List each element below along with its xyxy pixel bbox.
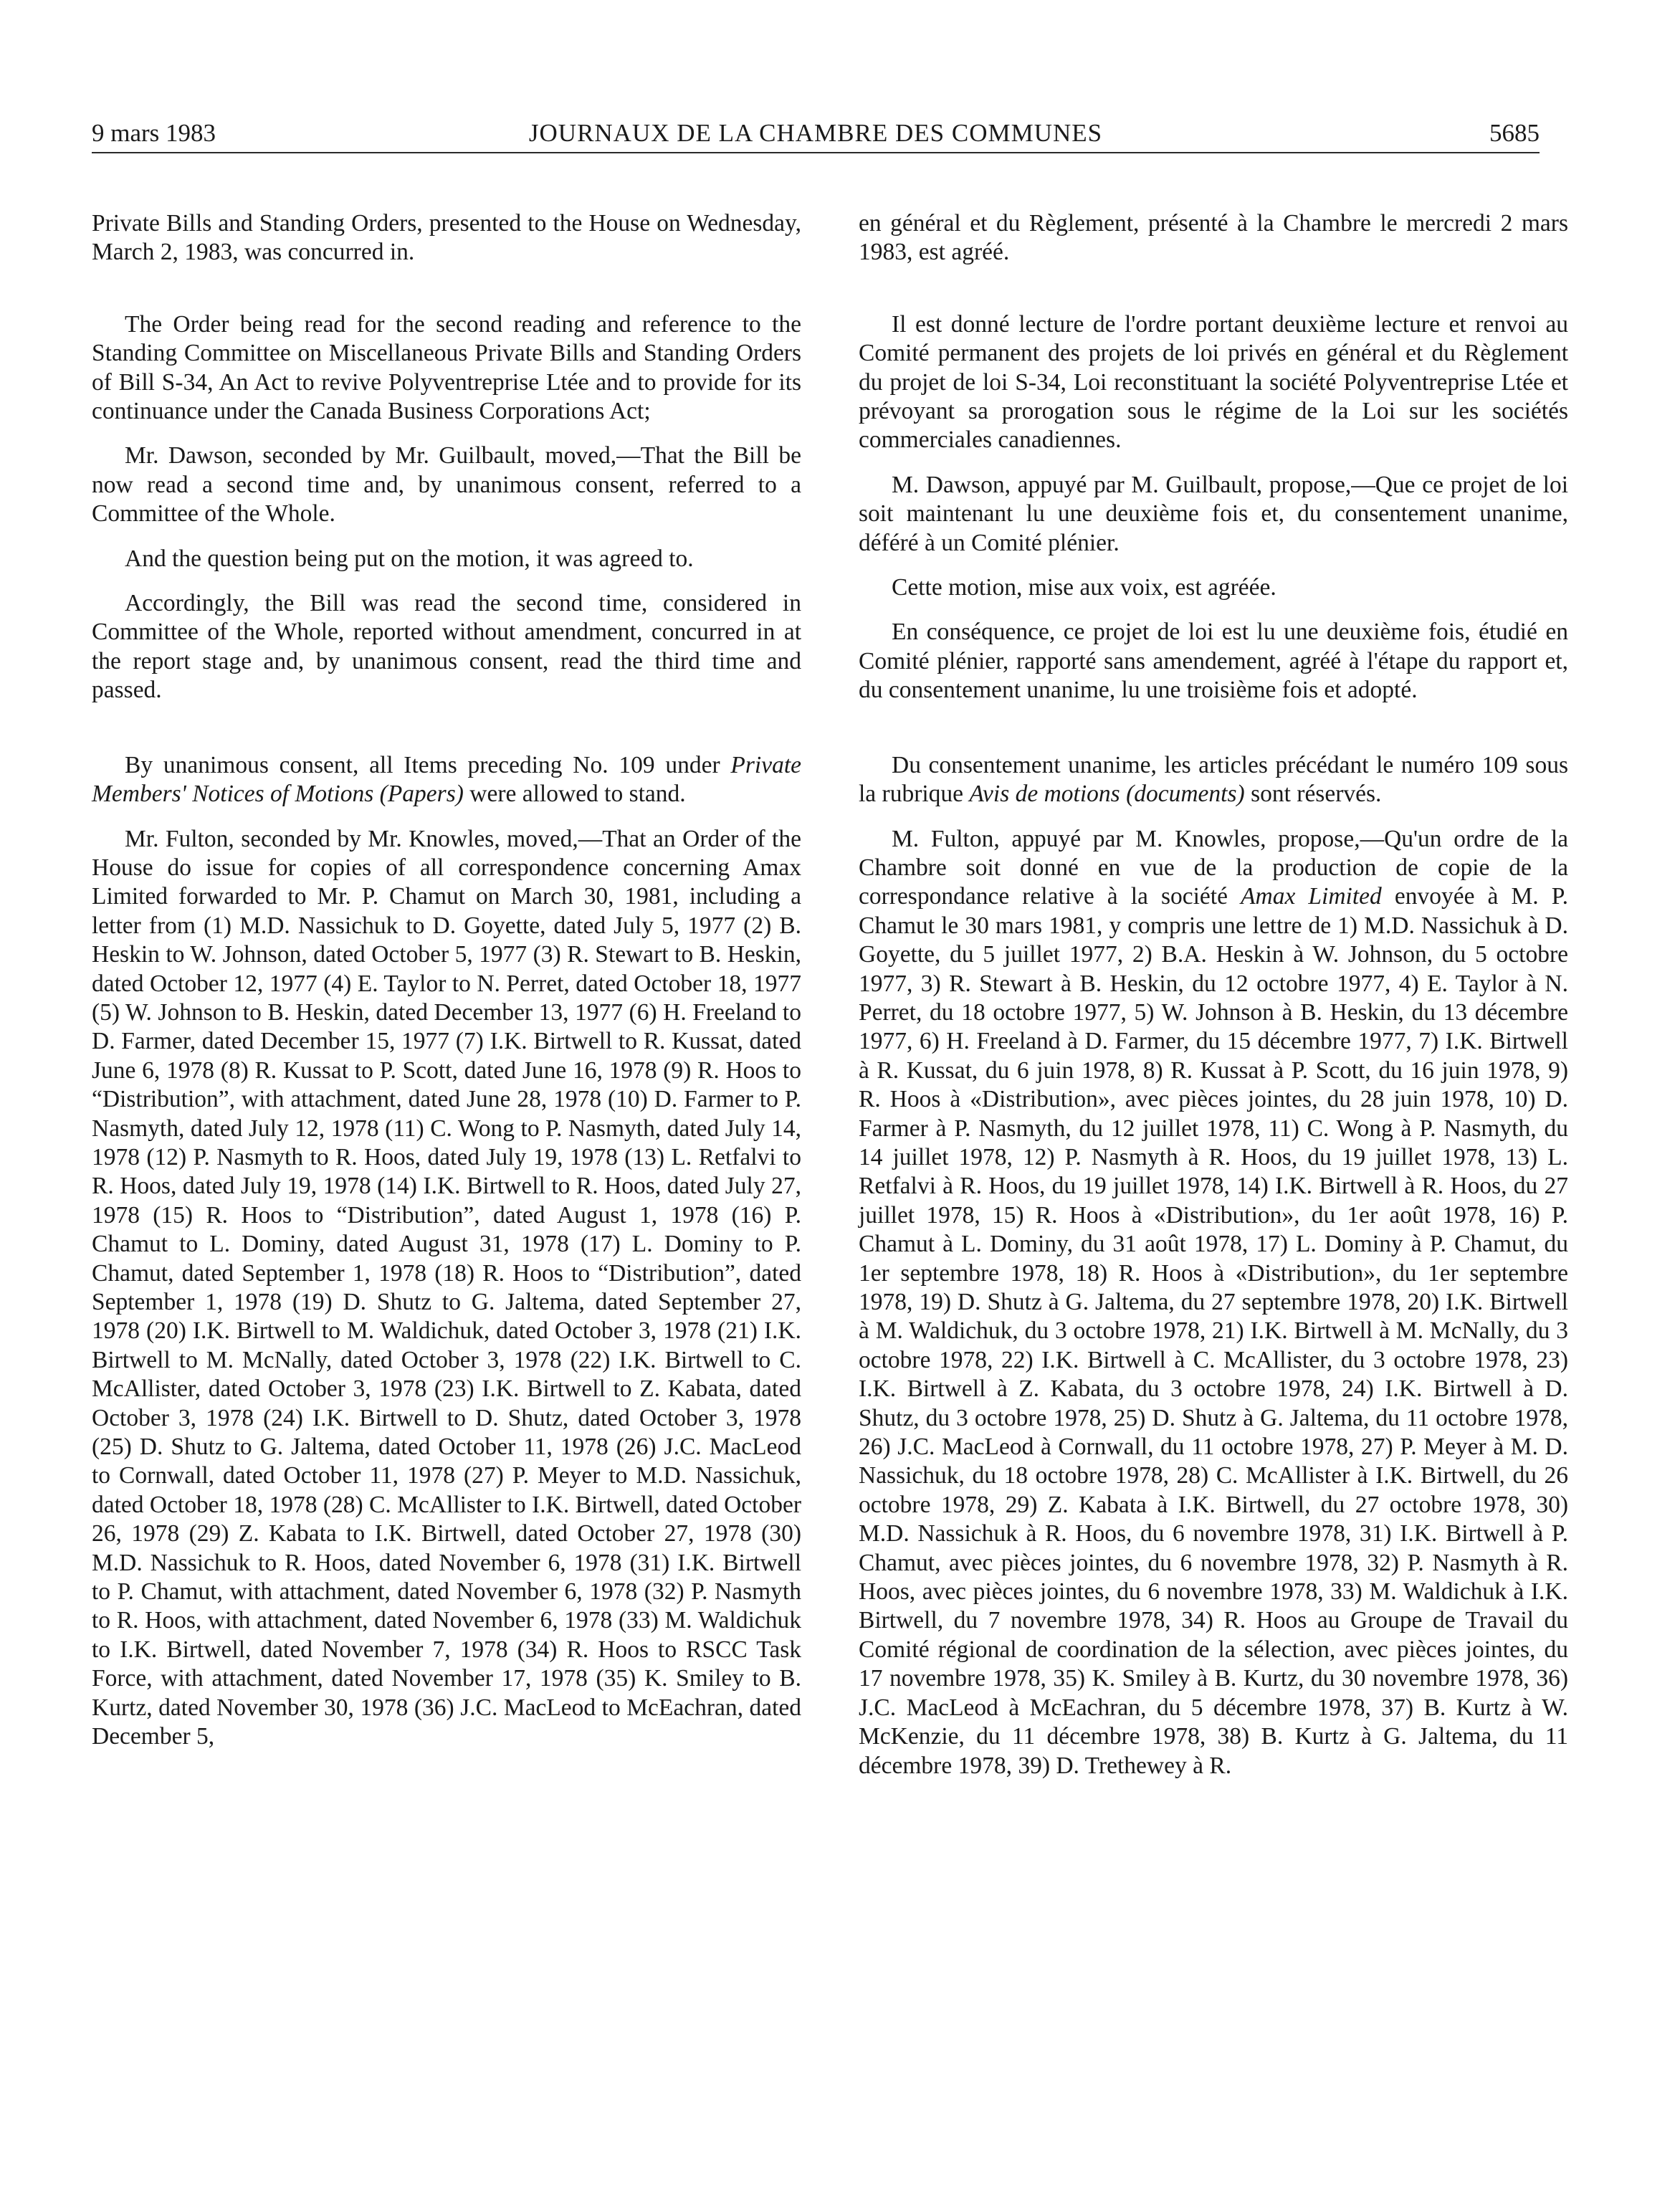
fr-paragraph-agreed: Cette motion, mise aux voix, est agréée.: [892, 574, 1276, 601]
en-paragraph-order-read: The Order being read for the second reading and reference to the Standing Committee on Miscellaneous Private Bills and Standing Orders of Bill S-34, An Act to revive Polyventreprise Ltée and to provide for its continuance under the Canada Business Corporations Act;: [92, 310, 801, 425]
page-header: [92, 115, 1540, 153]
fr-p7-italic: Amax Limited: [1241, 883, 1382, 910]
fr-paragraph-unanimous-consent: [859, 751, 1568, 809]
fr-p7-text-b: envoyée à M. P. Chamut le 30 mars 1981, y compris une lettre de 1) M.D. Nassichuk à D. Goyette, du 5 juillet 1977, 2) B.A. Heskin à W. Johnson, du 5 octobre 1977, 3) R. Stewart à B. Heskin, du 12 octobre 1977, 4) E. Taylor à N. Perret, du 18 octobre 1977, 5) W. Johnson à B. Heskin, du 13 décembre 1977, 6) H. Freeland à D. Farmer, du 15 décembre 1977, 7) I.K. Birtwell à R. Kussat, du 6 juin 1978, 8) R. Kussat à P. Scott, du 16 juin 1978, 9) R. Hoos à «Distribution», avec pièces jointes, du 28 juin 1978, 10) D. Farmer à P. Nasmyth, du 12 juillet 1978, 11) C. Wong à P. Nasmyth, du 14 juillet 1978, 12) P. Nasmyth à R. Hoos, du 19 juillet 1978, 13) L. Retfalvi à R. Hoos, du 19 juillet 1978, 14) I.K. Birtwell à R. Hoos, du 27 juillet 1978, 15) R. Hoos à «Distribution», du 1er août 1978, 16) P. Chamut à L. Dominy, du 31 août 1978, 17) L. Dominy à P. Chamut, du 1er septembre 1978, 18) R. Hoos à «Distribution», du 1er septembre 1978, 19) D. Shutz à G. Jaltema, du 27 septembre 1978, 20) I.K. Birtwell à M. Waldichuk, du 3 octobre 1978, 21) I.K. Birtwell à M. McNally, du 3 octobre 1978, 22) I.K. Birtwell à C. McAllister, du 3 octobre 1978, 23) I.K. Birtwell à Z. Kabata, du 3 octobre 1978, 24) I.K. Birtwell à D. Shutz, du 3 octobre 1978, 25) D. Shutz à G. Jaltema, du 11 octobre 1978, 26) J.C. MacLeod à Cornwall, du 11 octobre 1978, 27) P. Meyer à M. D. Nassichuk, du 18 octobre 1978, 28) C. McAllister à I.K. Birtwell, du 26 octobre 1978, 29) Z. Kabata à I.K. Birtwell, du 27 octobre 1978, 30) M.D. Nassichuk à R. Hoos, du 6 novembre 1978, 31) I.K. Birtwell à P. Chamut, avec pièces jointes, du 6 novembre 1978, 32) P. Nasmyth à R. Hoos, avec pièces jointes, du 6 novembre 1978, 33) M. Waldichuk à I.K. Birtwell, du 7 novembre 1978, 34) R. Hoos au Groupe de Travail du Comité régional de coordination de la sélection, avec pièces jointes, du 17 novembre 1978, 35) K. Smiley à B. Kurtz, du 30 novembre 1978, 36) J.C. MacLeod à McEachran, du 5 décembre 1978, 37) B. Kurtz à W. McKenzie, du 11 décembre 1978, 38) B. Kurtz à G. Jaltema, du 11 décembre 1978, 39) D. Trethewey à R.: [859, 883, 1569, 1779]
fr-paragraph-motion: M. Dawson, appuyé par M. Guilbault, propose,—Que ce projet de loi soit maintenant lu une deuxième fois et, du consentement unanime, déféré à un Comité plénier.: [859, 471, 1568, 556]
fr-paragraph-accordingly: En conséquence, ce projet de loi est lu une deuxième fois, étudié en Comité plénier, rapporté sans amendement, agréé à l'étape du rapport et, du consentement unanime, lu une troisième fois et adopté.: [859, 619, 1568, 704]
fr-p6-italic: Avis de motions (documents): [969, 781, 1245, 808]
page-number: 5685: [1489, 119, 1540, 147]
english-column: [92, 209, 801, 1752]
fr-p6-text-a: Du consentement unanime, les articles précédant le numéro 109 sous la rubrique: [859, 751, 1568, 808]
fr-p6-text-b: sont réservés.: [1244, 781, 1382, 808]
en-paragraph-agreed: And the question being put on the motion, it was agreed to.: [125, 545, 694, 572]
french-column: [859, 209, 1568, 1780]
en-paragraph-motion: Mr. Dawson, seconded by Mr. Guilbault, moved,—That the Bill be now read a second time and, by unanimous consent, referred to a Committee of the Whole.: [92, 442, 801, 528]
header-title: JOURNAUX DE LA CHAMBRE DES COMMUNES: [528, 119, 1103, 147]
en-paragraph-accordingly: Accordingly, the Bill was read the second time, considered in Committee of the Whole, reported without amendment, concurred in at the report stage and, by unanimous consent, read the third time and passed.: [92, 590, 801, 704]
fr-paragraph-order-read: Il est donné lecture de l'ordre portant deuxième lecture et renvoi au Comité permanent des projets de loi privés en général et du Règlement du projet de loi S-34, Loi reconstituant la société Polyventreprise Ltée et prévoyant sa prorogation sous le régime de la Loi sur les sociétés commerciales canadiennes.: [859, 310, 1568, 454]
fr-p7-text-a: M. Fulton, appuyé par M. Knowles, propose,—Qu'un ordre de la Chambre soit donné en vue de la production de copie de la correspondance relative à la société: [859, 825, 1568, 910]
en-p6-text-b: were allowed to stand.: [463, 781, 686, 808]
en-paragraph-unanimous-consent: [92, 751, 801, 809]
en-paragraph-fulton-motion: Mr. Fulton, seconded by Mr. Knowles, moved,—That an Order of the House do issue for copies of all correspondence concerning Amax Limited forwarded to Mr. P. Chamut on March 30, 1981, including a letter from (1) M.D. Nassichuk to D. Goyette, dated July 5, 1977 (2) B. Heskin to W. Johnson, dated October 5, 1977 (3) R. Stewart to B. Heskin, dated October 12, 1977 (4) E. Taylor to N. Perret, dated October 18, 1977 (5) W. Johnson to B. Heskin, dated December 13, 1977 (6) H. Freeland to D. Farmer, dated December 15, 1977 (7) I.K. Birtwell to R. Kussat, dated June 6, 1978 (8) R. Kussat to P. Scott, dated June 16, 1978 (9) R. Hoos to “Distribution”, with attachment, dated June 28, 1978 (10) D. Farmer to P. Nasmyth, dated July 12, 1978 (11) C. Wong to P. Nasmyth, dated July 14, 1978 (12) P. Nasmyth to R. Hoos, dated July 19, 1978 (13) L. Retfalvi to R. Hoos, dated July 19, 1978 (14) I.K. Birtwell to R. Hoos, dated July 27, 1978 (15) R. Hoos to “Distribution”, dated August 1, 1978 (16) P. Chamut to L. Dominy, dated August 31, 1978 (17) L. Dominy to P. Chamut, dated September 1, 1978 (18) R. Hoos to “Distribution”, dated September 1, 1978 (19) D. Shutz to G. Jaltema, dated September 27, 1978 (20) I.K. Birtwell to M. Waldichuk, dated October 3, 1978 (21) I.K. Birtwell to M. McNally, dated October 3, 1978 (22) I.K. Birtwell to C. McAllister, dated October 3, 1978 (23) I.K. Birtwell to Z. Kabata, dated October 3, 1978 (24) I.K. Birtwell to D. Shutz, dated October 3, 1978 (25) D. Shutz to G. Jaltema, dated October 11, 1978 (26) J.C. MacLeod to Cornwall, dated October 11, 1978 (27) P. Meyer to M.D. Nassichuk, dated October 18, 1978 (28) C. McAllister to I.K. Birtwell, dated October 26, 1978 (29) Z. Kabata to I.K. Birtwell, dated October 27, 1978 (30) M.D. Nassichuk to R. Hoos, dated November 6, 1978 (31) I.K. Birtwell to P. Chamut, with attachment, dated November 6, 1978 (32) P. Nasmyth to R. Hoos, with attachment, dated November 6, 1978 (33) M. Waldichuk to I.K. Birtwell, dated November 7, 1978 (34) R. Hoos to RSCC Task Force, with attachment, dated November 17, 1978 (35) K. Smiley to B. Kurtz, dated November 30, 1978 (36) J.C. MacLeod to McEachran, dated December 5,: [92, 825, 801, 1750]
fr-paragraph-fulton-motion: [859, 825, 1568, 1780]
fr-paragraph-continuation: en général et du Règlement, présenté à la Chambre le mercredi 2 mars 1983, est agréé.: [859, 210, 1568, 266]
en-p6-text-a: By unanimous consent, all Items preceding No. 109 under: [125, 751, 731, 778]
en-paragraph-continuation: Private Bills and Standing Orders, presented to the House on Wednesday, March 2, 1983, was concurred in.: [92, 210, 801, 266]
header-date: 9 mars 1983: [92, 119, 216, 147]
en-p6-italic: Private Members' Notices of Motions (Papers): [92, 751, 801, 808]
